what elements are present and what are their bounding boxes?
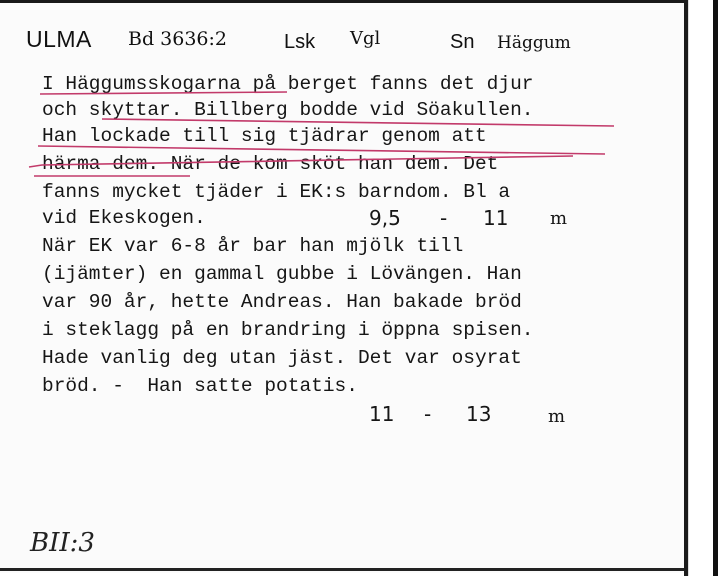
underline-1 bbox=[40, 92, 287, 94]
body-line-6: vid Ekeskogen. bbox=[42, 207, 206, 229]
body-line-9: var 90 år, hette Andreas. Han bakade bröd bbox=[42, 291, 522, 313]
body-line-12: bröd. - Han satte potatis. bbox=[42, 375, 358, 397]
record-number: Bd 3636:2 bbox=[128, 28, 228, 50]
underline-2 bbox=[102, 119, 614, 126]
range-1-from: 9,5 bbox=[369, 206, 401, 230]
body-line-10: i steklagg på en brandring i öppna spisen. bbox=[42, 319, 534, 341]
landskap-label: Lsk bbox=[284, 31, 316, 53]
landskap-value: Vgl bbox=[350, 28, 381, 49]
handwritten-signature: BII:3 bbox=[30, 528, 95, 558]
underline-4 bbox=[29, 156, 573, 167]
socken-label: Sn bbox=[450, 31, 475, 53]
body-line-5: fanns mycket tjäder i EK:s barndom. Bl a bbox=[42, 181, 511, 203]
body-line-2: och skyttar. Billberg bodde vid Söakullen. bbox=[42, 99, 534, 121]
body-line-11: Hade vanlig deg utan jäst. Det var osyrat bbox=[42, 347, 522, 369]
body-line-7: När EK var 6-8 år bar han mjölk till bbox=[42, 235, 464, 257]
archive-name: ULMA bbox=[26, 26, 92, 52]
underline-3 bbox=[38, 146, 605, 154]
range-1-dash: - bbox=[440, 206, 448, 230]
range-1-to: 11 bbox=[483, 206, 509, 230]
socken-value: Häggum bbox=[497, 33, 571, 53]
range-2-unit: m bbox=[548, 406, 566, 427]
range-2-to: 13 bbox=[466, 402, 492, 426]
range-2-from: 11 bbox=[369, 402, 395, 426]
body-line-4: härma dem. När de kom sköt han dem. Det bbox=[42, 153, 499, 175]
range-1-unit: m bbox=[550, 208, 568, 229]
body-line-8: (ijämter) en gammal gubbe i Lövängen. Han bbox=[42, 263, 522, 285]
body-line-3: Han lockade till sig tjädrar genom att bbox=[42, 125, 487, 147]
range-2-dash: - bbox=[424, 402, 432, 426]
body-line-1: I Häggumsskogarna på berget fanns det djur bbox=[42, 73, 534, 95]
